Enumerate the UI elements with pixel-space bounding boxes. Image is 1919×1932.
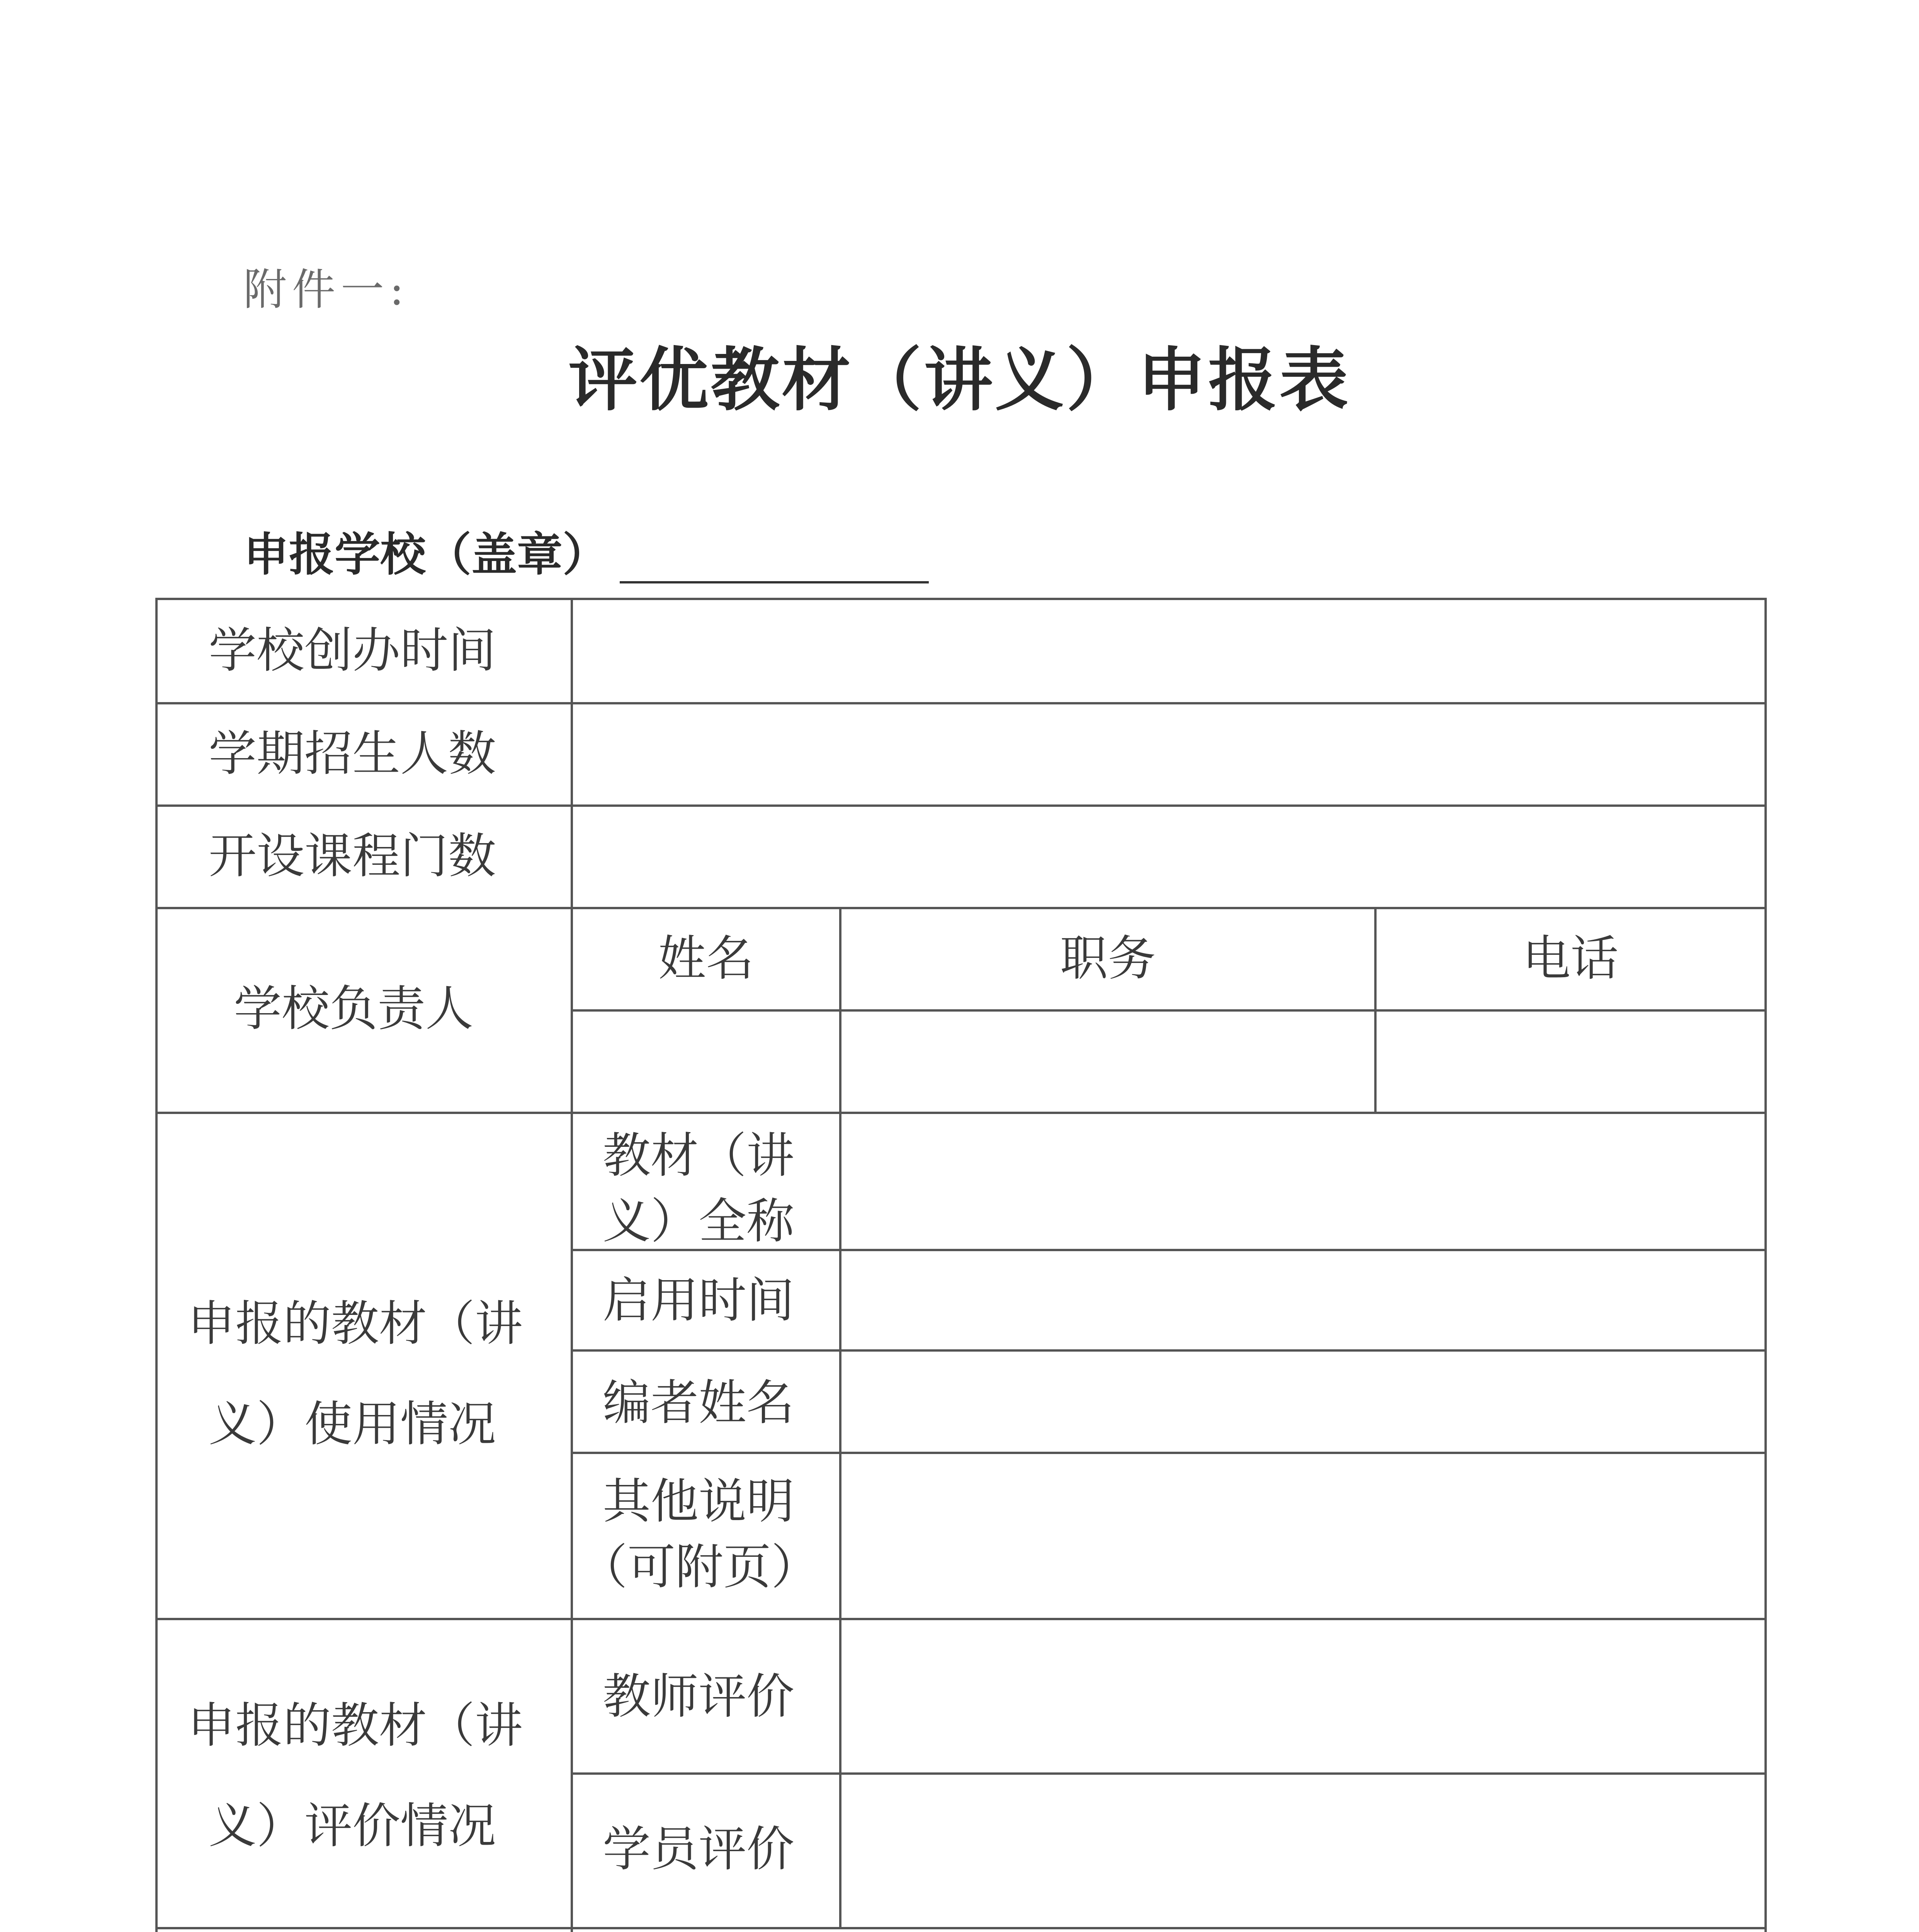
- phone-header: 电话: [1522, 931, 1618, 986]
- other-notes-line1: 其他说明: [603, 1474, 795, 1529]
- usage-label-line2: 义）使用情况: [209, 1396, 496, 1452]
- fullname-label-line1: 教材（讲: [603, 1128, 795, 1184]
- evaluation-label-line1: 申报的教材（讲: [187, 1698, 523, 1753]
- courses-label: 开设课程门数: [209, 828, 496, 884]
- attachment-label: 附件一:: [243, 265, 410, 315]
- principal-label: 学校负责人: [234, 981, 474, 1037]
- start-time-label: 启用时间: [603, 1273, 795, 1328]
- fullname-label-line2: 义）全称: [603, 1194, 795, 1249]
- form-title: 评优教材（讲义）申报表: [568, 339, 1351, 420]
- usage-label-line1: 申报的教材（讲: [187, 1296, 523, 1352]
- position-header: 职务: [1060, 931, 1156, 986]
- founding-time-label: 学校创办时间: [209, 623, 496, 679]
- evaluation-label-line2: 义）评价情况: [209, 1798, 496, 1854]
- student-eval-label: 学员评价: [603, 1821, 795, 1877]
- editor-name-label: 编者姓名: [603, 1375, 795, 1431]
- name-header: 姓名: [658, 931, 754, 986]
- other-notes-line2: （可附页）: [580, 1539, 819, 1595]
- teacher-eval-label: 教师评价: [603, 1669, 795, 1725]
- enrollment-label: 学期招生人数: [209, 726, 496, 782]
- school-label: 申报学校（盖章）: [243, 527, 609, 581]
